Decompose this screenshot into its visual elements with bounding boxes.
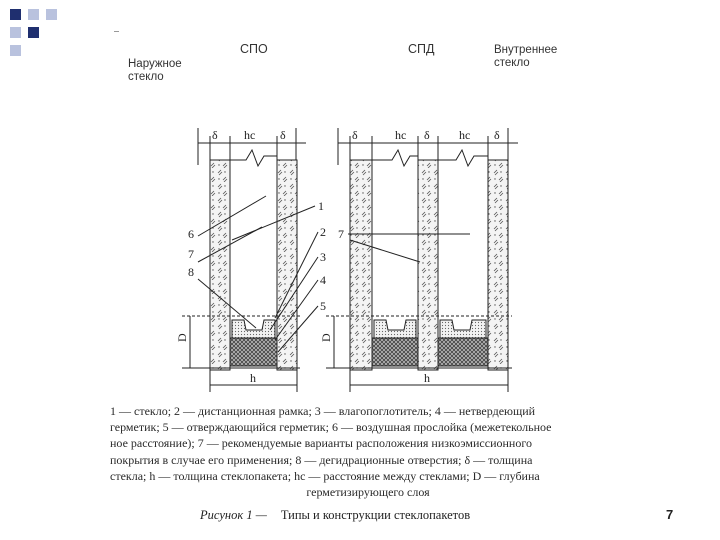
legend-line-4: покрытия в случае его применения; 8 — дегидрационные отверстия; δ — толщина [110, 452, 533, 467]
spo-delta-right: δ [280, 128, 286, 142]
callout-3: 3 [320, 250, 326, 264]
legend-line-5: стекла; h — толщина стеклопакета; hс — расстояние между стеклами; D — глубина [110, 468, 540, 483]
callout-4: 4 [320, 273, 326, 287]
spd-glass-middle [418, 160, 438, 370]
label-spo: СПО [240, 42, 268, 56]
figure-title-text: Типы и конструкции стеклопакетов [280, 508, 471, 522]
spd-seal-2 [438, 338, 488, 366]
spd-glass-inner [488, 160, 508, 370]
spd-delta-1: δ [352, 128, 358, 142]
callout-8: 8 [188, 265, 194, 279]
spd-spacer-frame-2 [440, 320, 486, 338]
spd-glass-outer [350, 160, 372, 370]
spo-spacer-frame [232, 320, 275, 338]
label-inner-glass-1: Внутреннее [494, 44, 558, 56]
figure-title [200, 508, 470, 523]
label-spd: СПД [408, 42, 435, 56]
spd-h-label: h [424, 371, 430, 385]
figure-title-prefix: Рисунок 1 — [200, 508, 267, 522]
callout-1: 1 [318, 199, 324, 213]
callout-6: 6 [188, 227, 194, 241]
legend-line-2: герметик; 5 — отверждающийся герметик; 6 — воздушная прослойка (межетекольное [110, 420, 552, 435]
spd-hc-1: hс [395, 128, 407, 142]
callout-7: 7 [188, 247, 194, 261]
callout-2: 2 [320, 225, 326, 239]
figure-legend [110, 403, 626, 500]
label-inner-glass-2: стекло [494, 57, 530, 69]
spo-glass-inner [277, 160, 297, 370]
legend-line-1: 1 — стекло; 2 — дистанционная рамка; 3 — влагопоглотитель; 4 — нетвердеющий [110, 404, 536, 418]
spo-D-label: D [175, 333, 189, 342]
spo-hc: hс [244, 128, 256, 142]
spd-hc-2: hс [459, 128, 471, 142]
label-outer-glass-2: стекло [128, 71, 164, 83]
callout-7-spd: 7 [338, 227, 344, 241]
callout-5: 5 [320, 299, 326, 313]
spd-seal-1 [372, 338, 418, 366]
spd-delta-3: δ [494, 128, 500, 142]
spd-D-label: D [319, 333, 333, 342]
spo-h-label: h [250, 371, 256, 385]
page-number: 7 [666, 507, 674, 522]
legend-line-6: герметизирующего слоя [306, 485, 430, 500]
spd-spacer-frame-1 [374, 320, 416, 338]
label-outer-glass-1: Наружное [128, 58, 182, 70]
spo-seal [230, 338, 277, 366]
spd-delta-2: δ [424, 128, 430, 142]
legend-line-3: ное расстояние); 7 — рекомендуемые варианты расположения низкоэмиссионного [110, 436, 532, 451]
spo-delta-left: δ [212, 128, 218, 142]
spo-glass-outer [210, 160, 230, 370]
